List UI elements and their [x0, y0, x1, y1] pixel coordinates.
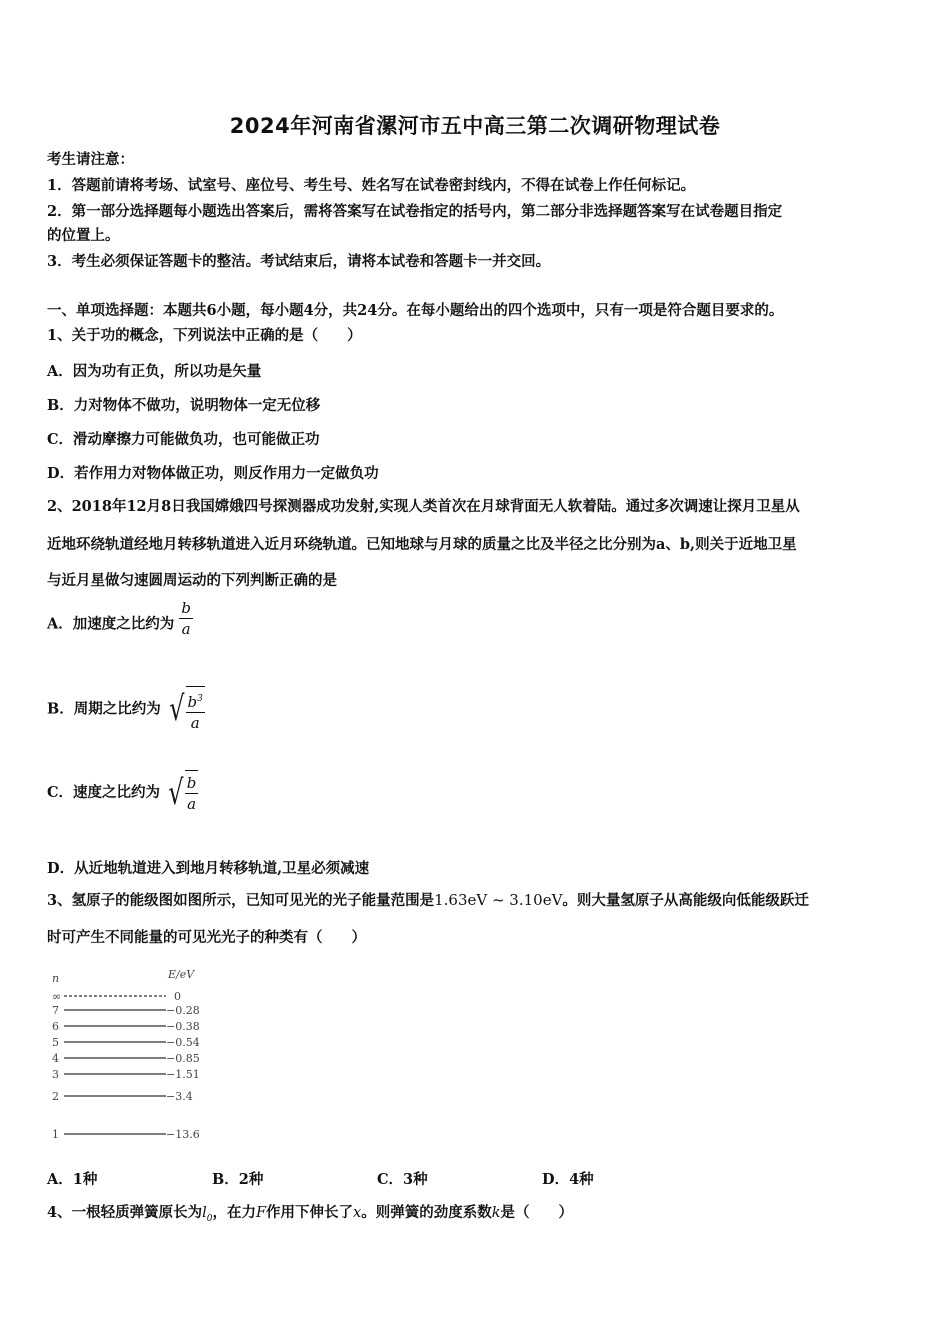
energy-levels	[52, 990, 200, 1141]
force-symbol: F	[255, 1205, 267, 1221]
level-energy-label: −0.28	[166, 1004, 200, 1017]
level-n-label: 3	[52, 1068, 59, 1081]
energy-level-svg	[50, 962, 220, 1152]
denominator-a: a	[187, 795, 197, 813]
q3-option-a: A．1种	[47, 1171, 98, 1188]
q3-stem-a: 3、氢原子的能级图如图所示，已知可见光的光子能量范围是	[47, 892, 435, 909]
q1-option-b: B．力对物体不做功，说明物体一定无位移	[47, 397, 321, 414]
radical-sign: √	[169, 689, 185, 729]
level-n-label: 2	[52, 1090, 59, 1103]
q4-stem-d: 。则弹簧的劲度系数	[361, 1204, 492, 1221]
numerator-b: b	[186, 774, 197, 792]
notice-item-1: 1．答题前请将考场、试室号、座位号、考生号、姓名写在试卷密封线内，不得在试卷上作任何标记。	[47, 177, 696, 194]
q3-energy-range: 1.63eV ~ 3.10eV	[434, 891, 563, 909]
energy-level-diagram	[50, 962, 220, 1152]
q2-option-d: D．从近地轨道进入到地月转移轨道,卫星必须减速	[47, 860, 370, 877]
q1-option-d: D．若作用力对物体做正功，则反作用力一定做负功	[47, 465, 379, 482]
l0-symbol: $l_0$	[202, 1205, 213, 1224]
q3-stem-b: 。则大量氢原子从高能级向低能级跃迁	[562, 892, 809, 909]
exponent-3: 3	[197, 694, 203, 704]
level-energy-label: 0	[174, 990, 181, 1003]
level-energy-label: −0.54	[166, 1036, 200, 1049]
level-n-label: 7	[52, 1004, 59, 1017]
page-title: 2024年河南省漯河市五中高三第二次调研物理试卷	[229, 114, 721, 138]
sqrt-b-over-a	[165, 770, 198, 816]
q4-stem	[47, 1203, 573, 1229]
fraction-b-over-a	[179, 598, 193, 639]
q2-option-a	[47, 599, 193, 645]
k-symbol: k	[491, 1205, 501, 1221]
notice-item-3: 3．考生必须保证答题卡的整洁。考试结束后，请将本试卷和答题卡一并交回。	[47, 253, 551, 270]
level-n-label: ∞	[52, 990, 62, 1003]
level-n-label: 6	[52, 1020, 59, 1033]
q2-stem-line-2: 近地环绕轨道经地月转移轨道进入近月环绕轨道。已知地球与月球的质量之比及半径之比分别为a、b,则关于近地卫星	[47, 536, 797, 553]
q3-option-c: C．3种	[377, 1171, 428, 1188]
q1-option-a: A．因为功有正负，所以功是矢量	[47, 363, 262, 380]
fraction-denominator: a	[181, 620, 191, 638]
section-heading: 一、单项选择题：本题共6小题，每小题4分，共24分。在每小题给出的四个选项中，只有一项是符合题目要求的。	[47, 302, 784, 319]
q2-option-c-text: C．速度之比约为	[47, 784, 161, 801]
level-energy-label: −0.85	[166, 1052, 200, 1065]
energy-axis-label: E/eV	[168, 968, 195, 981]
q2-stem-line-1: 2、2018年12月8日我国嫦娥四号探测器成功发射,实现人类首次在月球背面无人软着陆。通过多次调速让探月卫星从	[47, 498, 800, 515]
level-n-label: 1	[52, 1128, 59, 1141]
fraction-numerator: b	[181, 599, 191, 617]
notice-item-2-cont: 的位置上。	[47, 227, 120, 244]
q2-option-a-text: A．加速度之比约为	[47, 615, 175, 633]
level-energy-label: −0.38	[166, 1020, 200, 1033]
level-energy-label: −1.51	[166, 1068, 200, 1081]
q2-option-b	[47, 686, 205, 733]
level-n-label: 4	[52, 1052, 59, 1065]
q4-stem-c: 作用下伸长了	[266, 1204, 354, 1221]
n-axis-label: n	[52, 972, 60, 985]
q4-stem-e: 是（ ）	[500, 1204, 574, 1221]
q4-stem-a: 4、一根轻质弹簧原长为	[47, 1204, 203, 1221]
level-energy-label: −13.6	[166, 1128, 200, 1141]
radical-sign: √	[168, 773, 184, 813]
x-symbol: x	[353, 1205, 362, 1221]
q2-stem-line-3: 与近月星做匀速圆周运动的下列判断正确的是	[47, 572, 337, 589]
notice-heading: 考生请注意：	[47, 151, 134, 168]
q1-stem: 1、关于功的概念，下列说法中正确的是（ ）	[47, 327, 362, 344]
q3-option-d: D．4种	[542, 1171, 594, 1188]
b-symbol: b	[187, 693, 198, 711]
level-energy-label: −3.4	[166, 1090, 193, 1103]
q3-stem-line-1	[47, 890, 809, 911]
q3-stem-line-2: 时可产生不同能量的可见光光子的种类有（ ）	[47, 929, 366, 946]
q3-option-b: B．2种	[212, 1171, 264, 1188]
notice-item-2: 2．第一部分选择题每小题选出答案后，需将答案写在试卷指定的括号内，第二部分非选择题答案写在试卷题目指定	[47, 203, 783, 220]
level-n-label: 5	[52, 1036, 59, 1049]
q2-option-c	[47, 770, 198, 816]
q1-option-c: C．滑动摩擦力可能做负功，也可能做正功	[47, 431, 320, 448]
sqrt-b-cubed-over-a	[166, 686, 205, 733]
q4-stem-b: ，在力	[212, 1204, 256, 1221]
denominator-a: a	[190, 714, 200, 732]
q2-option-b-text: B．周期之比约为	[47, 700, 161, 718]
